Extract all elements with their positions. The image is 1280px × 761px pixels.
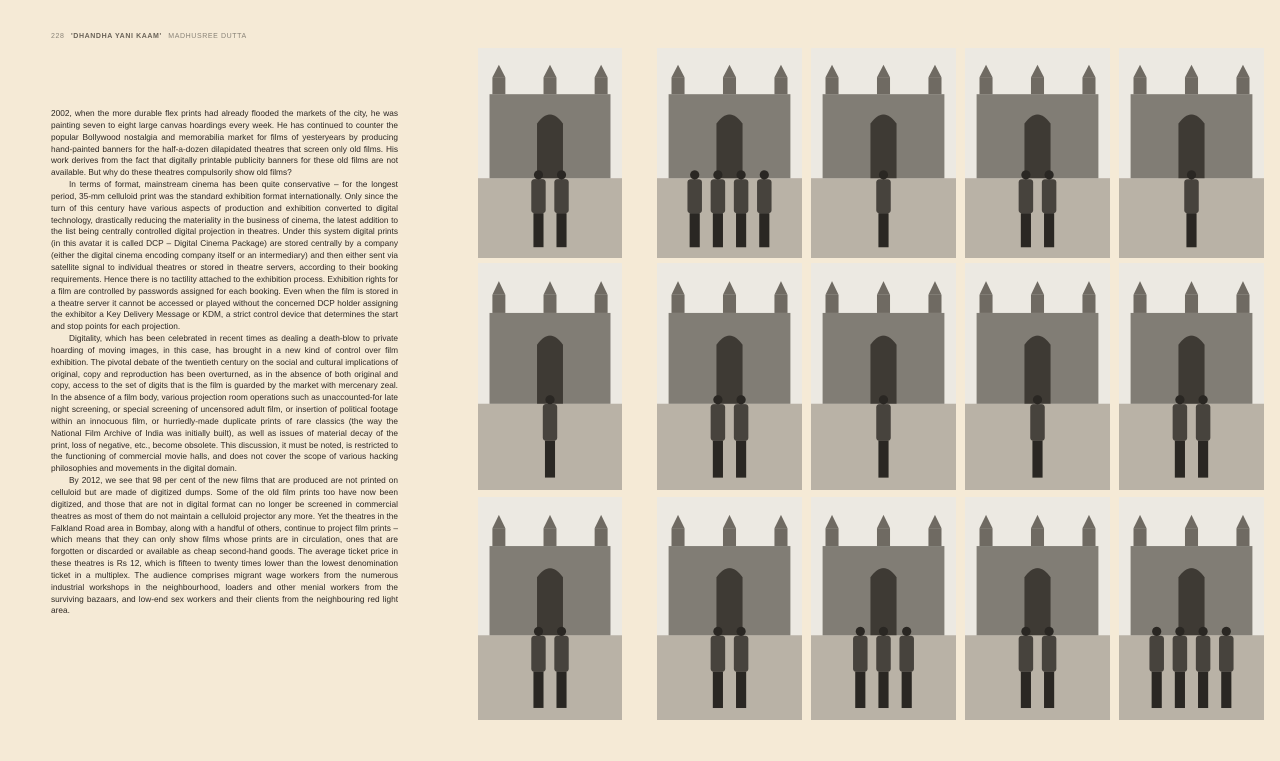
gateway-photo xyxy=(657,263,802,490)
gateway-photo xyxy=(478,263,622,490)
running-head-author: MADHUSREE DUTTA xyxy=(168,33,247,40)
gateway-photo xyxy=(657,48,802,258)
paragraph-4: By 2012, we see that 98 per cent of the new films that are produced are not printed on celluloid but are made of digitized dumps. Some of the old film prints too have now been digitized, and those that are not in digital format can no longer be screened in commercial theatres as most of them do not maintain a celluloid projector any more. Yet the theatres in the Falkland Road area in Bombay, along with a handful of others, continue to project film prints – which means that they can only show films whose prints are in circulation, ones that are forgotten or discarded or available as cheap second-hand goods. The average ticket price in these theatres is Rs 12, which is fifteen to twenty times lower than the lowest denomination ticket in a multiplex. The audience comprises migrant wage workers from the numerous industrial workshops in the neighbourhood, loaders and other menial workers from the surviving bazaars, and low-end sex workers and their clients from the neighbouring red light area. xyxy=(51,475,398,616)
paragraph-2: In terms of format, mainstream cinema has been quite conservative – for the longest period, 35-mm celluloid print was the standard exhibition format internationally. Only since the turn of this century have various aspects of production and exhibition converted to digital technology, drastically reducing the materiality in the business of cinema, the latest addition to the list being centrally controlled digital projection in theatres. Under this system digital prints (in this avatar it is called DCP – Digital Cinema Package) are stored centrally by a company (either the digital cinema encoding company itself or an intermediary) and then either sent via satellite signal to individual theatres or stored in theatre servers, according to their booking requirements. Hence there is no tactility attached to the exhibition process. Exhibition rights for a film are controlled by passwords assigned for each booking. Even when the film is stored in a theatre server it cannot be accessed or played without the concerned DCP holder assigning the exhibitor a Key Delivery Message or KDM, a strict control device that determines the start and stop points for each projection. xyxy=(51,179,398,332)
gateway-photo xyxy=(1119,497,1264,720)
gateway-photo xyxy=(1119,263,1264,490)
gateway-photo xyxy=(478,497,622,720)
gateway-photo xyxy=(811,48,956,258)
paragraph-1: 2002, when the more durable flex prints had already flooded the markets of the city, he was painting seven to eight large canvas hoardings every week. He has continued to counter the popular Bollywood nostalgia and memorabilia market for films of yesteryears by producing hand-painted banners for the half-a-dozen dilapidated theatres that screen only old films. His work derives from the fact that digitally printable publicity banners for these old films are not available. But why do these theatres compulsorily show old films? xyxy=(51,108,398,178)
gateway-photo xyxy=(965,263,1110,490)
gateway-photo xyxy=(965,48,1110,258)
gateway-photo xyxy=(478,48,622,258)
gateway-photo xyxy=(811,497,956,720)
gateway-photo xyxy=(1119,48,1264,258)
gateway-photo xyxy=(657,497,802,720)
running-head-title: 'DHANDHA YANI KAAM' xyxy=(71,33,162,40)
gateway-photo xyxy=(965,497,1110,720)
page-number: 228 xyxy=(51,33,65,40)
paragraph-3: Digitality, which has been celebrated in recent times as dealing a death-blow to private hoarding of moving images, in this case, has brought in a new kind of control over film exhibition. The pivotal debate of the twentieth century on the social and cultural implications of original, copy and reproduction has been overturned, as in the absence of both original and copy, access to the set of digits that is the film is guarded by the market with mercenary zeal. In the absence of a film body, various projection room operations such as unaccounted-for late night screening, or special screening of uncensored adult film, or insertion of political footage within an innocuous film, or hurriedly-made duplicate prints of rare classics (the way the National Film Archive of India was initially built), as well as issues of material decay of the print, loss of negative, etc., become obsolete. This discussion, it must be noted, is restricted to the functioning of commercial movie halls, and does not cover the scope of various hacking philosophies and movements in the digital domain. xyxy=(51,333,398,474)
gateway-photo xyxy=(811,263,956,490)
